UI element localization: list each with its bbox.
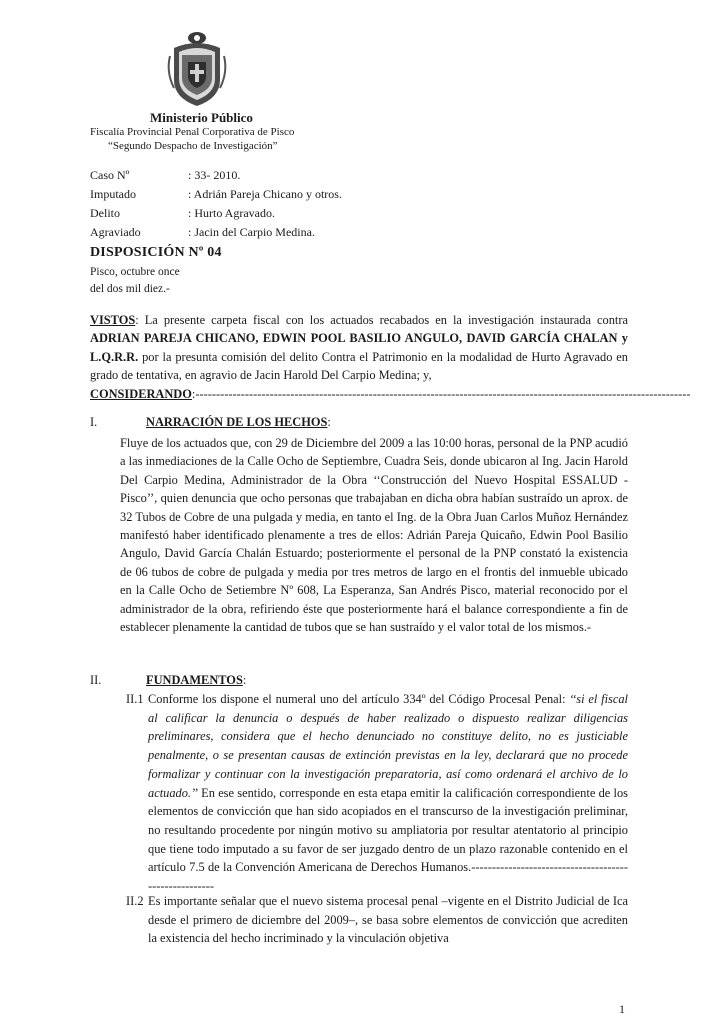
- item-text: Conforme los dispone el numeral uno del artículo 334º del Código Procesal Penal:: [148, 692, 570, 706]
- section-title: FUNDAMENTOS: [146, 673, 243, 687]
- section-colon: :: [242, 673, 247, 687]
- item-text: Es importante señalar que el nuevo sistema procesal penal –vigente en el Distrito Judicial de Ica desde el primero de diciembre del 2009–, se basa sobre elementos de convicción que acrediten la existencia del hecho incriminado y la vinculación objetiva: [148, 894, 628, 946]
- section-title: NARRACIÓN DE LOS HECHOS: [146, 415, 328, 429]
- date-line: Pisco, octubre once: [90, 266, 180, 278]
- item-text: En ese sentido, corresponde en esta etapa emitir la calificación correspondiente de los elementos de convicción que han sido acopiados en el transcurso de la investigación preliminar, no resultando procedente por ningún motivo su ampliatoria por resultar atentatorio al principio que tiene todo imputado a su favor de ser juzgado dentro de un plazo razonable contenido en el artículo 7.5 de la Convención Americana de Derechos Humanos.: [148, 785, 628, 875]
- section-heading: [90, 671, 246, 689]
- case-label: Imputado: [90, 187, 136, 201]
- item-body: [148, 892, 628, 948]
- legal-quote: ‘‘si el fiscal al calificar la denuncia o después de haber realizado o dispuesto realizar diligencias preliminares, considera que el hecho denunciado no constituye delito, no es justiciable penalmente, o se presentan causas de extinción previstas en la ley, declarará que no procede formalizar y continuar con la investigación preparatoria, así como ordenará el archivo de lo actuado.’’: [148, 692, 628, 800]
- case-info: [90, 166, 342, 242]
- dash-filler: :------------------------------------------------------------------------------------------------------------------------: [191, 386, 691, 401]
- considerando-line: [90, 385, 691, 403]
- case-label: Caso Nº: [90, 168, 130, 182]
- despacho-name: “Segundo Despacho de Investigación”: [108, 140, 278, 152]
- fiscalia-name: Fiscalía Provincial Penal Corporativa de Pisco: [90, 126, 295, 138]
- case-row: [90, 223, 342, 242]
- case-row: [90, 185, 342, 204]
- case-value: : 33- 2010.: [188, 168, 241, 182]
- ministry-name: Ministerio Público: [150, 110, 253, 125]
- case-label: Agraviado: [90, 225, 141, 239]
- case-row: [90, 204, 342, 223]
- case-label: Delito: [90, 206, 120, 220]
- section-heading: [90, 413, 331, 431]
- section-number: I.: [90, 415, 98, 429]
- vistos-text: : La presente carpeta fiscal con los actuados recabados en la investigación instaurada contra: [135, 313, 628, 327]
- case-value: : Adrián Pareja Chicano y otros.: [188, 187, 342, 201]
- case-value: : Jacin del Carpio Medina.: [188, 225, 315, 239]
- date-line: del dos mil diez.-: [90, 283, 170, 295]
- hechos-text: Fluye de los actuados que, con 29 de Diciembre del 2009 a las 10:00 horas, personal de la PNP acudió a las inmediaciones de la Calle Ocho de Septiembre, Cuadra Seis, donde ubicaron al Ing. Jacin Harold Del Carpio Medina, Administrador de la Obra ‘‘Construcción del Nuevo Hospital ESSALUD - Pisco’’, quien denuncia que ocho personas que trabajaban en dicha obra habían sustraído un aprox. de 32 Tubos de Cobre de una pulgada y media, en tanto el Ing. de la Obra Juan Carlos Muñoz Hernández manifestó haber identificado plenamente a tres de ellos: Adrián Pareja Quicaño, Edwin Pool Basilio Angulo, David García Chalán Estuardo; posteriormente el personal de la PNP constató la existencia de 06 tubos de cobre de pulgada y media por tres metros de largo en el frontis del inmueble ubicado en la Calle Ocho de Setiembre Nº 608, La Esperanza, San Andrés Pisco, material reconocido por el administrador de la obra, refiriendo éste que posteriormente hará el balance correspondiente a fin de establecer plenamente la cantidad de tubos que se han sustraído y el valor total de los mismos.-: [120, 436, 628, 635]
- vistos-paragraph: [90, 311, 691, 403]
- page-number: 1: [619, 1002, 625, 1016]
- section-number: II.: [90, 673, 102, 687]
- case-row: [90, 166, 342, 185]
- section-colon: :: [327, 415, 331, 429]
- vistos-text: por la presunta comisión del delito Contra el Patrimonio en la modalidad de Hurto Agravado en grado de tentativa, en agravio de Jacin Harold Del Carpio Medina; y,: [90, 349, 628, 383]
- coat-of-arms-seal-icon: [166, 28, 228, 110]
- item-number: II.1: [126, 692, 144, 706]
- imputados-names: ADRIAN PAREJA CHICANO, EDWIN POOL BASILIO ANGULO, DAVID GARCÍA CHALAN y L.Q.R.R.: [90, 331, 628, 364]
- dash-filler: ------------------------------------------------------: [148, 860, 628, 894]
- considerando-label: CONSIDERANDO: [90, 386, 192, 401]
- disposicion-date: [90, 264, 180, 298]
- vistos-label: VISTOS: [90, 313, 136, 327]
- case-value: : Hurto Agravado.: [188, 206, 275, 220]
- disposicion-title: DISPOSICIÓN Nº 04: [90, 245, 222, 260]
- item-body: [148, 690, 628, 896]
- item-number: II.2: [126, 894, 144, 908]
- hechos-paragraph: [120, 434, 628, 636]
